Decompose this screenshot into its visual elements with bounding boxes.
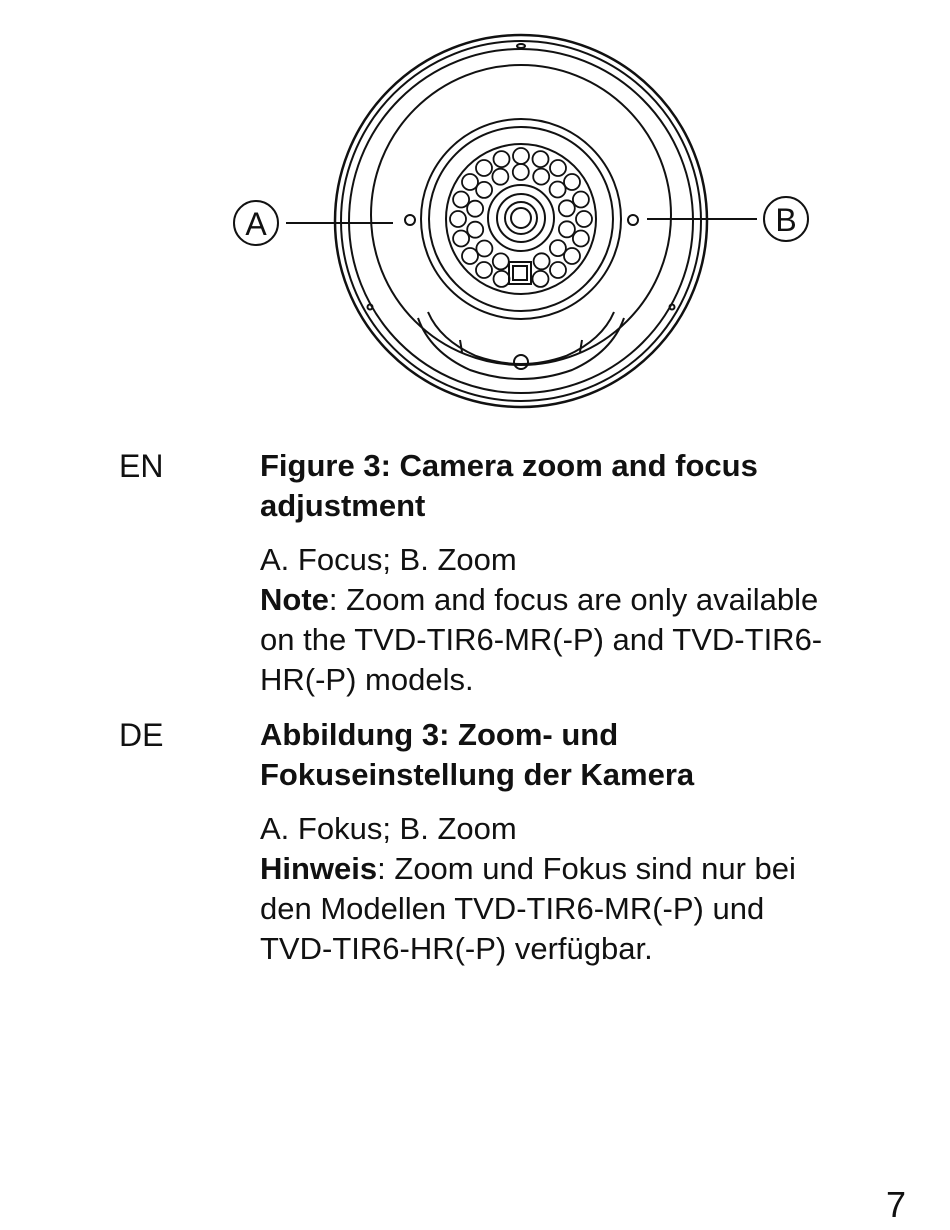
caption-line: Abbildung 3: Zoom- und xyxy=(260,717,619,752)
ir-led-icon xyxy=(573,192,589,208)
legend-en: A. Focus; B. Zoom xyxy=(260,542,517,577)
ir-led-icon xyxy=(476,241,492,257)
note-text: HR(-P) models. xyxy=(260,662,474,697)
figure-caption-de xyxy=(260,715,920,795)
ir-led-icon xyxy=(550,160,566,176)
ir-led-icon xyxy=(453,231,469,247)
section-de xyxy=(260,715,920,969)
ir-led-icon xyxy=(533,271,549,287)
note-text: : Zoom and focus are only available xyxy=(328,582,819,617)
section-en xyxy=(260,446,920,700)
caption-line: Fokuseinstellung der Kamera xyxy=(260,757,695,792)
note-en xyxy=(260,580,920,620)
ir-led-icon xyxy=(492,169,508,185)
ir-led-icon xyxy=(493,253,509,269)
note-label: Note xyxy=(260,582,329,617)
ir-led-icon xyxy=(494,151,510,167)
ir-led-icon xyxy=(550,240,566,256)
note-text: den Modellen TVD-TIR6-MR(-P) und xyxy=(260,891,765,926)
lang-code-en: EN xyxy=(119,448,164,484)
note-de xyxy=(260,849,920,889)
ir-led-icon xyxy=(559,200,575,216)
ir-led-icon xyxy=(533,169,549,185)
ir-led-icon xyxy=(476,262,492,278)
note-text: on the TVD-TIR6-MR(-P) and TVD-TIR6- xyxy=(260,622,823,657)
ir-led-icon xyxy=(476,160,492,176)
ir-led-icon xyxy=(533,151,549,167)
ir-led-icon xyxy=(573,231,589,247)
lang-code-de: DE xyxy=(119,717,164,753)
caption-line: Figure 3: Camera zoom and focus xyxy=(260,448,758,483)
figure-caption-en xyxy=(260,446,920,526)
ir-led-icon xyxy=(467,222,483,238)
ir-led-icon xyxy=(513,164,529,180)
note-text: : Zoom und Fokus sind nur bei xyxy=(377,851,796,886)
note-label: Hinweis xyxy=(260,851,378,886)
ir-led-icon xyxy=(564,174,580,190)
ir-led-icon xyxy=(550,262,566,278)
callout-a-label: A xyxy=(245,206,267,242)
ir-led-icon xyxy=(494,271,510,287)
ir-led-icon xyxy=(476,182,492,198)
callout-b-label: B xyxy=(775,202,797,238)
ir-led-icon xyxy=(453,192,469,208)
note-text: TVD-TIR6-HR(-P) verfügbar. xyxy=(260,931,653,966)
page-number: 7 xyxy=(885,1184,906,1225)
ir-led-icon xyxy=(450,211,466,227)
ir-led-icon xyxy=(576,211,592,227)
caption-line: adjustment xyxy=(260,488,426,523)
ir-led-icon xyxy=(534,253,550,269)
ir-led-icon xyxy=(550,182,566,198)
ir-led-icon xyxy=(467,201,483,217)
ir-led-icon xyxy=(513,148,529,164)
legend-de: A. Fokus; B. Zoom xyxy=(260,811,517,846)
camera-dome-figure xyxy=(0,0,950,420)
ir-led-icon xyxy=(462,248,478,264)
ir-led-icon xyxy=(559,221,575,237)
